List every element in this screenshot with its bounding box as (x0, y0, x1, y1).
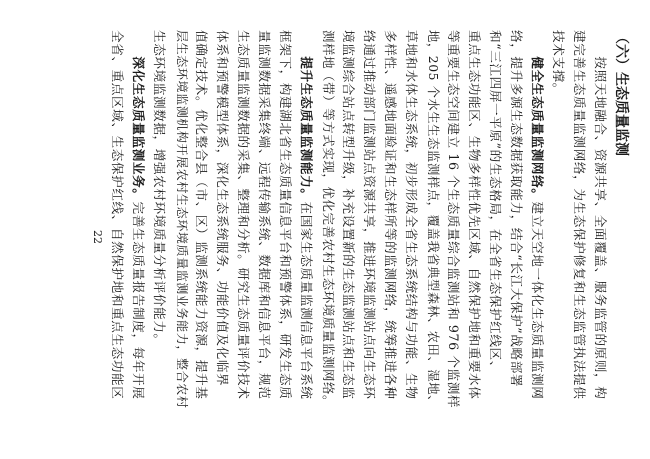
body-line (592, 30, 611, 399)
line-text: 生态质量监测数据的采集、整理和分析。研究生态质量评价技术 (236, 30, 251, 400)
line-text: 在国家生态质量监测信息平台系统 (299, 201, 314, 400)
line-text: 建完善生态质量监测网络，为生态保护修复和生态监管执法提供 (572, 30, 587, 400)
body-line (508, 30, 527, 387)
line-text: 重点生态功能区、生物多样性优先区域、自然保护地和重要水体 (467, 30, 482, 400)
body-line (529, 30, 548, 399)
line-text: 全省、重点区域、生态保护红线、自然保护地和重点生态功能区 (110, 30, 125, 400)
line-text: 测样地（带）等方式实现，优化完善农村生态环境质量监测网络。 (321, 30, 336, 409)
line-text: 框架下，构建湖北省生态质量信息平台和预警体系，研发生态质 (278, 30, 293, 400)
body-line (382, 30, 401, 399)
line-text: 络，提升多源生态数据获取能力，结合“长江大保护”战略部署 (509, 30, 524, 388)
line-text: 值确定技术。优化整合县（市、区）监测系统能力资源，提升基 (194, 30, 209, 400)
body-line (298, 30, 317, 399)
line-text: 建立天空地一体化生态质量监测网 (530, 201, 545, 400)
body-line (256, 30, 275, 399)
body-line (193, 30, 212, 399)
line-text: 按照天地融合、资源共享、全面覆盖、服务监管的原则，构 (593, 30, 608, 400)
body-line (277, 30, 296, 399)
body-line (340, 30, 359, 399)
page-number: 22 (91, 230, 104, 244)
line-text: 层生态环境监测机构开展农村生态环境质量监测业务能力，整合农村 (175, 30, 189, 409)
body-line (109, 30, 128, 399)
line-text: 技术支撑。 (551, 30, 566, 96)
line-text: 生态环境监测数据，增强农村环境质量分析评价能力。 (152, 30, 167, 347)
rotated-page-content (52, 30, 632, 410)
line-text: 等重要生态空间建立 16 个生态质量综合监测站和 976 个监测样 (446, 30, 461, 409)
body-line (425, 30, 443, 408)
body-line (487, 30, 506, 374)
line-text: 草地和水体生态系统，初步形成全省生态系统结构与功能、生物 (404, 30, 419, 400)
line-text: 境监测综合站点转型升级，补充设置新的生态监测站点和生态监 (341, 30, 356, 400)
body-line (466, 30, 485, 399)
line-lead: 深化生态质量监测业务。 (131, 30, 146, 202)
line-text: 多样性、遥感地面验证和生态样所等的监测网络，统筹推进各种 (383, 30, 398, 400)
body-line (151, 30, 170, 347)
line-text: 量监测数据采集终端、远程传输系统、数据库和信息平台，规范 (257, 30, 272, 400)
body-line (445, 30, 464, 408)
section-heading: （六）生态质量监测 (613, 30, 629, 156)
body-line (235, 30, 254, 399)
body-line (571, 30, 590, 399)
body-line (174, 30, 191, 408)
body-line (403, 30, 422, 399)
line-lead: 提升生态质量监测能力。 (299, 30, 314, 202)
line-text: 完善生态质量报告制度，每年开展 (131, 201, 146, 400)
body-line (214, 30, 233, 386)
body-line (361, 30, 380, 399)
line-lead: 健全生态质量监测网络。 (530, 30, 545, 202)
line-text: 络通过推动部门监测站点资源共享，推进环境监测站点向生态环 (362, 30, 377, 400)
body-line (320, 30, 338, 408)
line-text: 地，205 个水生生态监测样点，覆盖我省典型森林、农田、湿地、 (426, 30, 440, 408)
body-line (130, 30, 149, 399)
line-text: 和“三江四屏一平原”的生态格局，在全省生态保护红线区、 (488, 30, 503, 374)
line-text: 体系和预警模型体系，深化生态系统服务、功能价值及化临界 (215, 30, 230, 387)
body-line (550, 30, 569, 96)
